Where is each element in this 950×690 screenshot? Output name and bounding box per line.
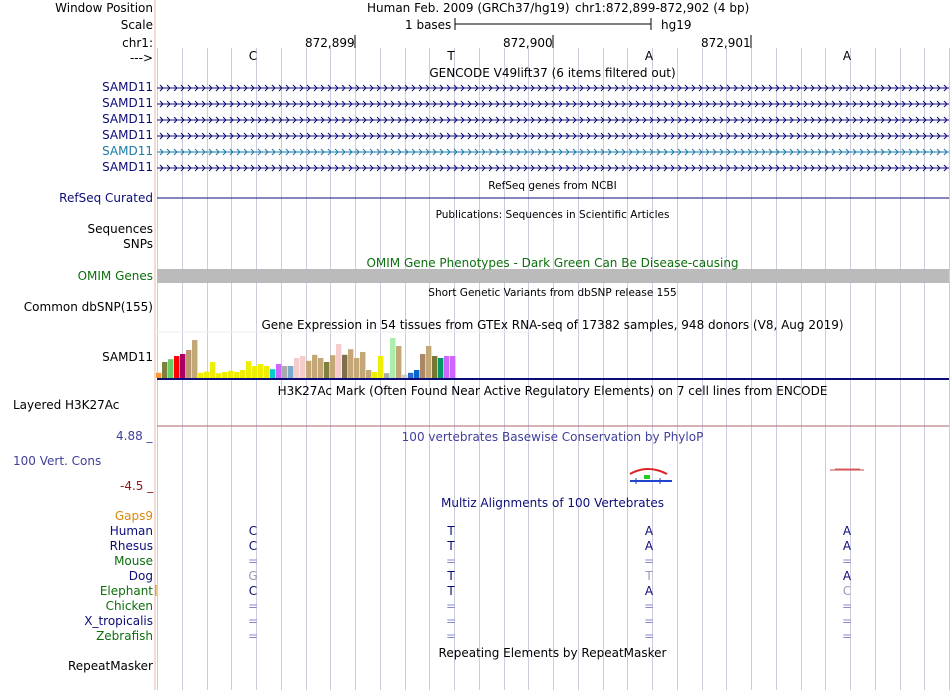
phylop-glyph-1 — [630, 469, 672, 484]
scale-text: 1 bases — [405, 18, 452, 32]
dbsnp-label[interactable]: Common dbSNP(155) — [23, 300, 153, 314]
alignment-base: = — [643, 554, 655, 568]
h3k27ac-track-title[interactable]: H3K27Ac Mark (Often Found Near Active Regulatory Elements) on 7 cell lines from ENCODE — [277, 384, 828, 398]
h3k27ac-label[interactable]: Layered H3K27Ac — [13, 398, 120, 412]
gtex-tissue-bar — [420, 354, 425, 378]
ref-base: A — [842, 49, 852, 63]
gencode-track-title[interactable]: GENCODE V49lift37 (6 items filtered out) — [429, 66, 676, 80]
gtex-tissue-bar — [390, 338, 395, 378]
alignment-base: T — [447, 524, 455, 538]
omim-gene-bar — [157, 269, 949, 283]
alignment-base: C — [248, 524, 258, 538]
gtex-tissue-bar — [264, 366, 269, 378]
gtex-tissue-bar — [342, 355, 347, 378]
gtex-tissue-bar — [204, 372, 209, 378]
gtex-tissue-bar — [444, 356, 449, 378]
gtex-tissue-bar — [384, 373, 389, 378]
gtex-tissue-bar — [318, 358, 323, 378]
gtex-tissue-bar — [288, 366, 293, 378]
alignment-base: G — [248, 569, 258, 583]
gtex-tissue-bar — [414, 370, 419, 378]
repeatmasker-label[interactable]: RepeatMasker — [67, 659, 153, 673]
species-label-dog[interactable]: Dog — [128, 569, 153, 583]
phylop-track-title[interactable]: 100 vertebrates Basewise Conservation by PhyloP — [401, 430, 704, 444]
alignment-base: T — [645, 569, 653, 583]
alignment-base: A — [842, 569, 852, 583]
alignment-base: = — [247, 554, 259, 568]
gtex-tissue-bar — [222, 372, 227, 378]
multiz-track-title[interactable]: Multiz Alignments of 100 Vertebrates — [440, 496, 665, 510]
refseq-track-title[interactable]: RefSeq genes from NCBI — [488, 180, 617, 192]
alignment-base: = — [841, 599, 853, 613]
strand-arrow-label[interactable]: ---> — [129, 51, 153, 65]
species-label-zebrafish[interactable]: Zebrafish — [96, 629, 153, 643]
gtex-tissue-bar — [300, 356, 305, 378]
publications-snps-label[interactable]: SNPs — [123, 237, 153, 251]
alignment-base: C — [248, 584, 258, 598]
alignment-base: = — [643, 599, 655, 613]
gtex-tissue-bar — [438, 358, 443, 378]
gtex-tissue-bar — [210, 362, 215, 378]
alignment-base: T — [447, 569, 455, 583]
alignment-base: = — [247, 599, 259, 613]
gtex-tissue-bar — [408, 373, 413, 378]
gtex-tissue-bar — [270, 369, 275, 378]
dbsnp-track-title[interactable]: Short Genetic Variants from dbSNP release 155 — [428, 287, 677, 299]
chrom-label: chr1: — [122, 36, 153, 50]
alignment-base: = — [643, 614, 655, 628]
gtex-tissue-bar — [258, 364, 263, 378]
gtex-tissue-bar — [336, 344, 341, 378]
species-label-x_tropicalis[interactable]: X_tropicalis — [84, 614, 153, 628]
gtex-tissue-bar — [228, 371, 233, 378]
window-position-label: Window Position — [55, 1, 153, 15]
alignment-base: = — [247, 614, 259, 628]
gtex-tissue-bar — [366, 370, 371, 378]
gtex-tissue-bar — [450, 356, 455, 378]
gtex-tissue-bar — [192, 340, 197, 378]
phylop-min-value: -4.5 _ — [120, 479, 154, 493]
alignment-base: = — [445, 599, 457, 613]
gtex-tissue-bar — [276, 364, 281, 378]
gtex-tissue-bar — [234, 372, 239, 378]
ruler-ticks — [355, 35, 751, 48]
alignment-base: A — [644, 524, 654, 538]
gene-label-samd11[interactable]: SAMD11 — [102, 144, 153, 158]
ref-base: T — [447, 49, 455, 63]
assembly-text: Human Feb. 2009 (GRCh37/hg19) — [367, 1, 570, 15]
publications-sequences-label[interactable]: Sequences — [87, 222, 153, 236]
omim-track-title[interactable]: OMIM Gene Phenotypes - Dark Green Can Be Disease-causing — [366, 256, 739, 270]
alignment-base: T — [447, 539, 455, 553]
ref-base: C — [248, 49, 258, 63]
gtex-label[interactable]: SAMD11 — [102, 350, 153, 364]
alignment-base: A — [842, 524, 852, 538]
ruler-tick-label: 872,900 — [503, 36, 553, 50]
alignment-base: A — [842, 539, 852, 553]
alignment-base: T — [447, 584, 455, 598]
alignment-base: = — [643, 629, 655, 643]
alignment-base: = — [841, 554, 853, 568]
gtex-tissue-bar — [282, 366, 287, 378]
gtex-tissue-bar — [306, 361, 311, 378]
gtex-tissue-bar — [294, 358, 299, 378]
gtex-tissue-bar — [174, 356, 179, 378]
repeatmasker-track-title[interactable]: Repeating Elements by RepeatMasker — [438, 646, 667, 660]
alignment-base: = — [445, 629, 457, 643]
gtex-tissue-bar — [354, 358, 359, 378]
phylop-max-value: 4.88 _ — [116, 429, 153, 443]
alignment-base: = — [247, 629, 259, 643]
gene-label-samd11[interactable]: SAMD11 — [102, 80, 153, 94]
gtex-tissue-bar — [216, 373, 221, 378]
gtex-tissue-bar — [186, 350, 191, 378]
gene-label-samd11[interactable]: SAMD11 — [102, 112, 153, 126]
species-label-chicken[interactable]: Chicken — [105, 599, 153, 613]
alignment-base: A — [644, 539, 654, 553]
phylop-label[interactable]: 100 Vert. Cons — [13, 454, 102, 468]
species-label-human[interactable]: Human — [109, 524, 153, 538]
gtex-tissue-bar — [162, 362, 167, 378]
gtex-tissue-bar — [324, 362, 329, 378]
gtex-tissue-bar — [402, 375, 407, 378]
gtex-tissue-bar — [330, 355, 335, 378]
ref-base: A — [644, 49, 654, 63]
alignment-base: C — [248, 539, 258, 553]
gene-label-samd11[interactable]: SAMD11 — [102, 96, 153, 110]
gtex-tissue-bar — [378, 356, 383, 378]
gtex-tissue-bar — [198, 373, 203, 378]
refseq-label[interactable]: RefSeq Curated — [59, 191, 153, 205]
gtex-tissue-bar — [426, 346, 431, 378]
phylop-glyph-2 — [830, 469, 864, 470]
species-label-rhesus[interactable]: Rhesus — [109, 539, 153, 553]
alignment-base: = — [841, 614, 853, 628]
alignment-base: = — [445, 554, 457, 568]
alignment-base: A — [644, 584, 654, 598]
gtex-tissue-bar — [312, 355, 317, 378]
gtex-tissue-bar — [348, 349, 353, 378]
position-text: chr1:872,899-872,902 (4 bp) — [575, 1, 750, 15]
alignment-base: C — [842, 584, 852, 598]
species-label-elephant[interactable]: Elephant — [99, 584, 153, 598]
gene-label-samd11[interactable]: SAMD11 — [102, 128, 153, 142]
gtex-tissue-bar — [180, 354, 185, 378]
scale-assembly: hg19 — [661, 18, 692, 32]
gtex-tissue-bar — [168, 359, 173, 378]
gtex-tissue-bar — [360, 352, 365, 378]
gtex-tissue-bar — [432, 356, 437, 378]
gtex-tissue-bar — [396, 346, 401, 378]
gaps-label[interactable]: Gaps9 — [114, 509, 153, 523]
gene-label-samd11[interactable]: SAMD11 — [102, 160, 153, 174]
gtex-tissue-bar — [240, 370, 245, 378]
publications-track-title[interactable]: Publications: Sequences in Scientific Articles — [435, 209, 670, 221]
gtex-track-title[interactable]: Gene Expression in 54 tissues from GTEx RNA-seq of 17382 samples, 948 donors (V8, Aug 2019) — [261, 318, 844, 332]
species-label-mouse[interactable]: Mouse — [114, 554, 153, 568]
alignment-base: = — [445, 614, 457, 628]
ruler-tick-label: 872,901 — [701, 36, 751, 50]
scale-bar — [455, 18, 651, 30]
ruler-tick-label: 872,899 — [305, 36, 355, 50]
gtex-tissue-bar — [246, 361, 251, 378]
gtex-tissue-bar — [156, 373, 161, 378]
gtex-tissue-bar — [372, 372, 377, 378]
scale-label: Scale — [120, 18, 153, 32]
gtex-bar-chart — [155, 332, 535, 378]
alignment-base: = — [841, 629, 853, 643]
gtex-tissue-bar — [252, 366, 257, 378]
omim-label[interactable]: OMIM Genes — [77, 269, 153, 283]
